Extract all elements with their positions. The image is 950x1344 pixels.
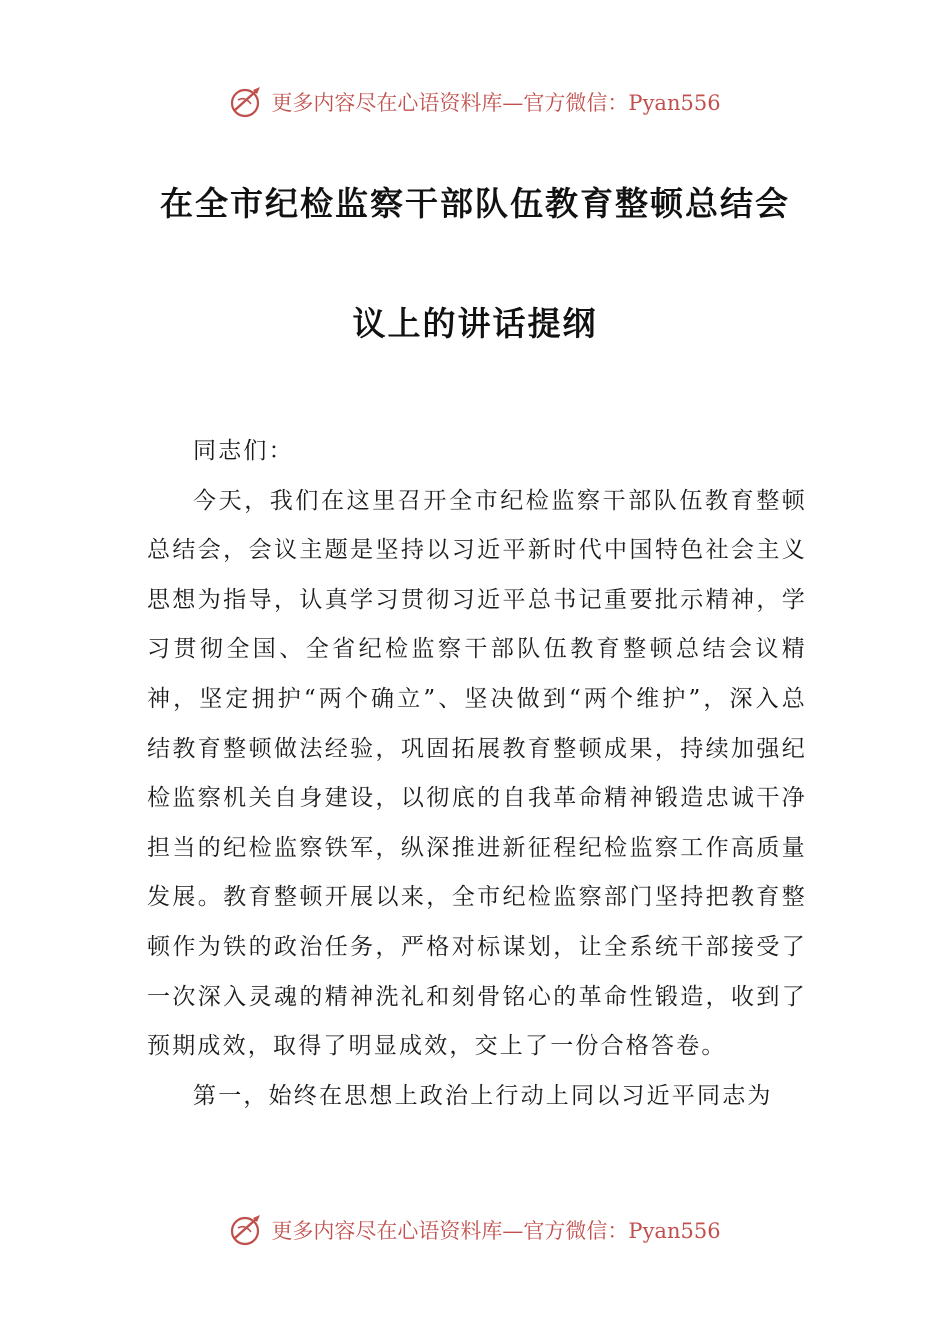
paragraph: 第一，始终在思想上政治上行动上同以习近平同志为 [193, 1082, 773, 1109]
document-title-line-1: 在全市纪检监察干部队伍教育整顿总结会 [160, 184, 790, 223]
watermark-text: 更多内容尽在心语资料库—官方微信：Pyan556 [271, 1219, 721, 1243]
header-watermark [0, 84, 950, 120]
watermark-text: 更多内容尽在心语资料库—官方微信：Pyan556 [271, 91, 721, 115]
salutation: 同志们： [193, 438, 294, 464]
pen-logo-icon [229, 84, 265, 120]
paragraph: 今天，我们在这里召开全市纪检监察干部队伍教育整顿总结会，会议主题是坚持以习近平新时代中国特色社会主义思想为指导，认真学习贯彻习近平总书记重要批示精神，学习贯彻全国、全省纪检监察干部队伍教育整顿总结会议精神，坚定拥护“两个确立”、坚决做到“两个维护”，深入总结教育整顿做法经验，巩固拓展教育整顿成果，持续加强纪检监察机关自身建设，以彻底的自我革命精神锻造忠诚干净担当的纪检监察铁军，纵深推进新征程纪检监察工作高质量发展。教育整顿开展以来，全市纪检监察部门坚持把教育整顿作为铁的政治任务，严格对标谋划，让全系统干部接受了一次深入灵魂的精神洗礼和刻骨铭心的革命性锻造，收到了预期成效，取得了明显成效，交上了一份合格答卷。 [147, 487, 807, 1060]
document-title-line-2: 议上的讲话提纲 [352, 304, 598, 343]
footer-watermark [0, 1212, 950, 1248]
pen-logo-icon [229, 1212, 265, 1248]
document-body [147, 427, 807, 1121]
